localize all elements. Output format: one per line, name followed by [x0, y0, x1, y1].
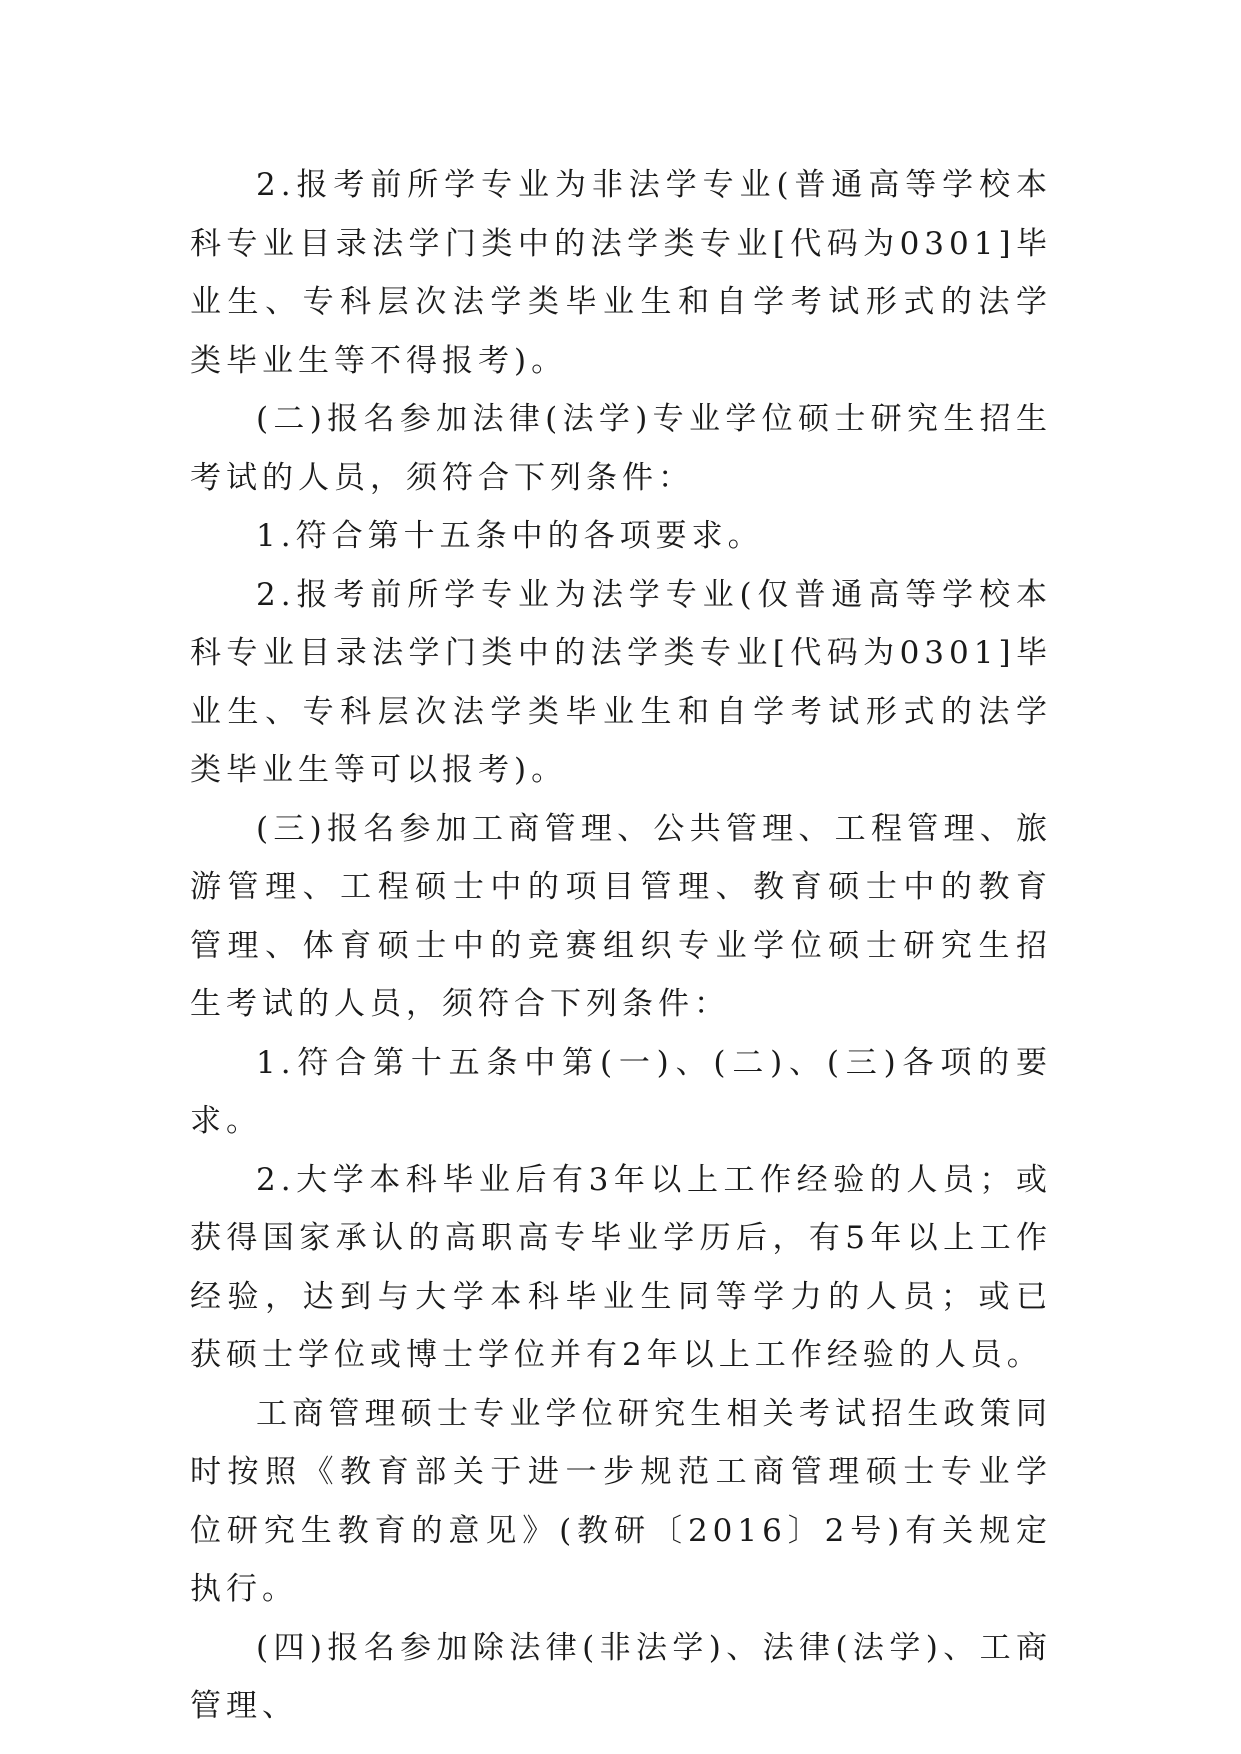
- document-body: [190, 156, 1052, 1736]
- paragraph-section-4-heading: (四)报名参加除法律(非法学)、法律(法学)、工商管理、: [190, 1629, 1052, 1724]
- paragraph-section-3-heading: (三)报名参加工商管理、公共管理、工程管理、旅游管理、工程硕士中的项目管理、教育硕士中的教育管理、体育硕士中的竞赛组织专业学位硕士研究生招生考试的人员，须符合下列条件：: [190, 810, 1052, 1022]
- paragraph-section-2-item-2: 2.报考前所学专业为法学专业(仅普通高等学校本科专业目录法学门类中的法学类专业[代码为0301]毕业生、专科层次法学类毕业生和自学考试形式的法学类毕业生等可以报考)。: [190, 576, 1052, 788]
- paragraph-section-3-item-2: 2.大学本科毕业后有3年以上工作经验的人员；或获得国家承认的高职高专毕业学历后，有5年以上工作经验，达到与大学本科毕业生同等学力的人员；或已获硕士学位或博士学位并有2年以上工作经验的人员。: [190, 1161, 1052, 1373]
- paragraph-section-3-item-1: 1.符合第十五条中第(一)、(二)、(三)各项的要求。: [190, 1044, 1052, 1139]
- paragraph-section-2-item-1: 1.符合第十五条中的各项要求。: [256, 518, 764, 554]
- paragraph-section-2-heading: (二)报名参加法律(法学)专业学位硕士研究生招生考试的人员，须符合下列条件：: [190, 401, 1052, 496]
- paragraph-mba-policy-note: 工商管理硕士专业学位研究生相关考试招生政策同时按照《教育部关于进一步规范工商管理硕士专业学位研究生教育的意见》(教研〔2016〕2号)有关规定执行。: [190, 1395, 1052, 1607]
- paragraph-nonlaw-major-requirement: 2.报考前所学专业为非法学专业(普通高等学校本科专业目录法学门类中的法学类专业[代码为0301]毕业生、专科层次法学类毕业生和自学考试形式的法学类毕业生等不得报考)。: [190, 167, 1052, 379]
